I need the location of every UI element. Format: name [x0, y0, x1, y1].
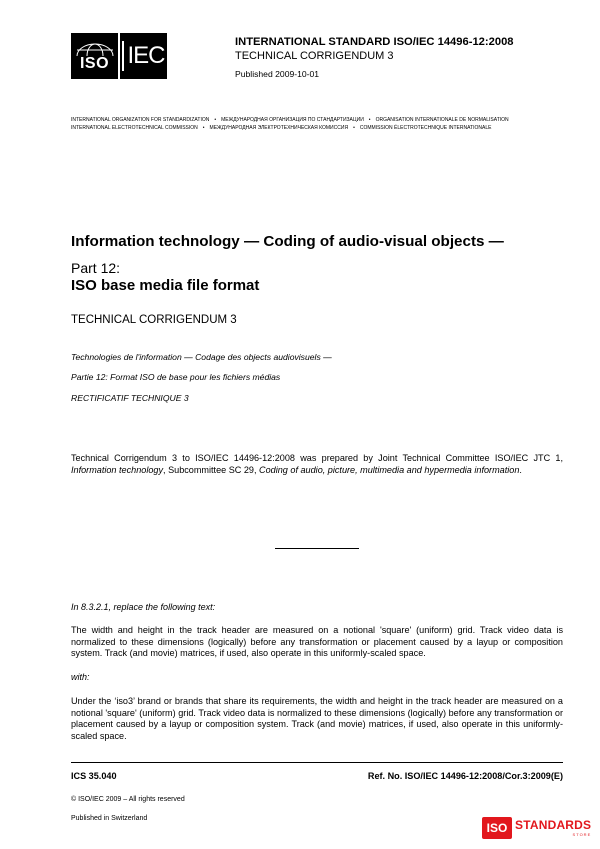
- org-iso-ru: МЕЖДУНАРОДНАЯ ОРГАНИЗАЦИЯ ПО СТАНДАРТИЗАЦИИ: [221, 117, 364, 123]
- bullet-separator: •: [353, 125, 355, 131]
- published-date: Published 2009-10-01: [235, 69, 320, 79]
- french-title: Technologies de l'information — Codage des objects audiovisuels —: [71, 352, 332, 362]
- organizations-row-2: [71, 125, 491, 131]
- reference-number: Ref. No. ISO/IEC 14496-12:2008/Cor.3:2009(E): [367, 771, 563, 781]
- intro-text-1: Technical Corrigendum 3 to ISO/IEC 14496-12:2008 was prepared by Joint Technical Committee ISO/IEC JTC 1,: [71, 453, 563, 463]
- iec-logo: [120, 33, 167, 79]
- store-iso-logo: ISO: [482, 817, 512, 839]
- corrigendum-header: TECHNICAL CORRIGENDUM 3: [235, 50, 394, 62]
- original-text: The width and height in the track header are measured on a notional 'square' (uniform) grid. Track video data is normalized to these dimensions (logically) before any transformation or placement caused by a layup or composition system. Track (and movie) matrices, if used, also operate in this uniformly-scaled space.: [71, 625, 563, 659]
- standard-title: INTERNATIONAL STANDARD ISO/IEC 14496-12:2008: [235, 36, 514, 48]
- iso-iec-logo: [71, 33, 167, 79]
- intro-text-3: .: [519, 464, 522, 475]
- org-iso-fr: ORGANISATION INTERNATIONALE DE NORMALISATION: [375, 117, 509, 123]
- globe-icon: [75, 42, 115, 56]
- with-label: with:: [71, 672, 90, 682]
- part-number: Part 12:: [71, 260, 121, 276]
- ics-code: ICS 35.040: [71, 771, 117, 781]
- bullet-separator: •: [214, 117, 217, 123]
- org-iec-fr: COMMISSION ÉLECTROTECHNIQUE INTERNATIONALE: [359, 125, 492, 131]
- french-corrigendum: RECTIFICATIF TECHNIQUE 3: [71, 393, 189, 403]
- bullet-separator: •: [368, 117, 371, 123]
- corrigendum-label: TECHNICAL CORRIGENDUM 3: [71, 314, 237, 326]
- intro-committee-name: Information technology: [71, 464, 164, 475]
- replace-instruction: In 8.3.2.1, replace the following text:: [71, 602, 216, 612]
- iec-logo-text: IEC: [122, 41, 164, 71]
- main-title: Information technology — Coding of audio-visual objects —: [71, 233, 504, 250]
- intro-text-2: , Subcommittee SC 29,: [163, 464, 260, 475]
- iso-standards-store-badge: [482, 812, 593, 844]
- org-iec-ru: МЕЖДУНАРОДНАЯ ЭЛЕКТРОТЕХНИЧЕСКАЯ КОМИССИЯ: [209, 125, 349, 131]
- org-iso-en: INTERNATIONAL ORGANIZATION FOR STANDARDIZATION: [71, 117, 210, 123]
- replacement-text: Under the ‘iso3’ brand or brands that share its requirements, the width and height in the track header are measured on a notional 'square' (uniform) grid. Track video data is normalized to these dimensions (logically) before any transformation or placement caused by a layup or composition system. Track (and movie) matrices, if used, also operate in this uniformly-scaled space.: [71, 696, 563, 742]
- divider: [275, 548, 359, 549]
- copyright: © ISO/IEC 2009 – All rights reserved: [71, 796, 185, 803]
- bullet-separator: •: [202, 125, 205, 131]
- store-text: [515, 819, 591, 837]
- french-part: Partie 12: Format ISO de base pour les fichiers médias: [71, 372, 281, 382]
- iso-logo-text: ISO: [79, 54, 110, 72]
- intro-paragraph: [71, 453, 563, 476]
- org-iec-en: INTERNATIONAL ELECTROTECHNICAL COMMISSION: [71, 125, 198, 131]
- store-word: STANDARDS: [515, 818, 592, 832]
- published-in: Published in Switzerland: [71, 815, 148, 822]
- iso-logo: [71, 33, 118, 79]
- part-name: ISO base media file format: [71, 277, 260, 294]
- store-sub: STORE: [572, 832, 592, 837]
- organizations-row-1: [71, 117, 509, 123]
- footer-divider: [71, 762, 563, 763]
- intro-subcommittee-name: Coding of audio, picture, multimedia and hypermedia information: [259, 464, 520, 475]
